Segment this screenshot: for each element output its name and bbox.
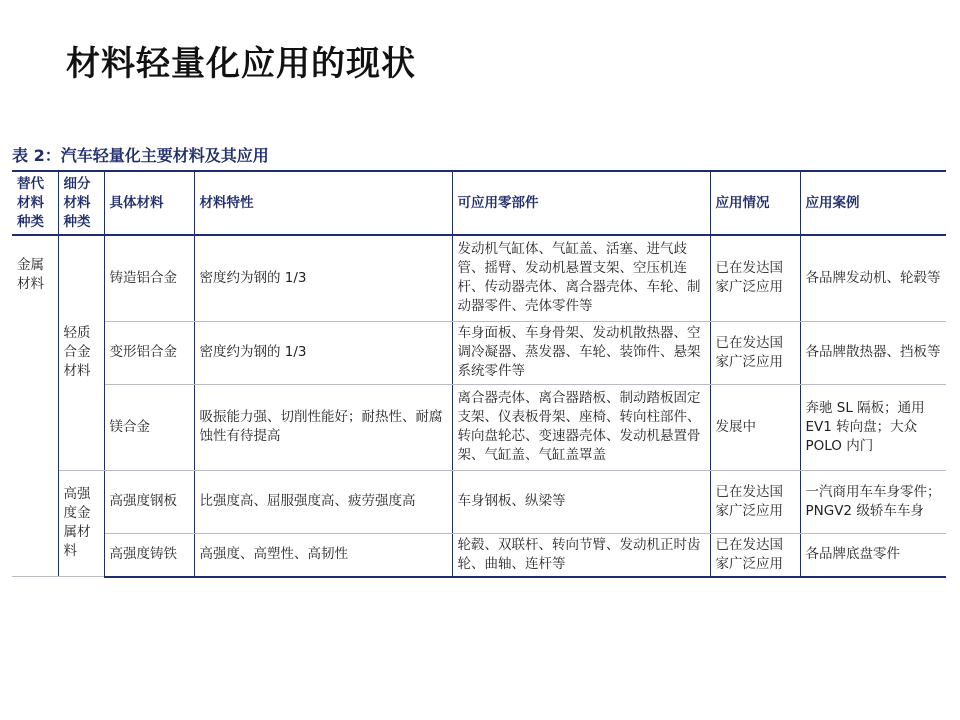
cases-cell: 各品牌发动机、轮毂等 xyxy=(800,235,946,321)
slide-title: 材料轻量化应用的现状 xyxy=(66,44,416,84)
cases-cell: 各品牌底盘零件 xyxy=(800,533,946,577)
header-cell: 材料特性 xyxy=(194,171,452,235)
table-row xyxy=(12,470,946,533)
status-cell: 已在发达国家广泛应用 xyxy=(710,321,800,384)
header-cell: 替代材料种类 xyxy=(12,171,58,235)
material-cell: 高强度钢板 xyxy=(104,470,194,533)
property-cell: 密度约为钢的 1/3 xyxy=(194,235,452,321)
materials-table xyxy=(12,170,946,578)
status-cell: 已在发达国家广泛应用 xyxy=(710,235,800,321)
header-cell: 应用案例 xyxy=(800,171,946,235)
parts-cell: 离合器壳体、离合器踏板、制动踏板固定支架、仪表板骨架、座椅、转向柱部件、转向盘轮芯、变速器壳体、发动机悬置骨架、气缸盖、气缸盖罩盖 xyxy=(452,384,710,470)
cases-cell: 奔驰 SL 隔板；通用 EV1 转向盘；大众 POLO 内门 xyxy=(800,384,946,470)
cases-cell: 一汽商用车车身零件；PNGV2 级轿车车身 xyxy=(800,470,946,533)
table-caption: 表 2：汽车轻量化主要材料及其应用 xyxy=(12,146,269,165)
parts-cell: 发动机气缸体、气缸盖、活塞、进气歧管、摇臂、发动机悬置支架、空压机连杆、传动器壳体、离合器壳体、车轮、制动器零件、壳体零件等 xyxy=(452,235,710,321)
cases-cell: 各品牌散热器、挡板等 xyxy=(800,321,946,384)
subgroup-cell: 轻质合金材料 xyxy=(58,235,104,470)
parts-cell: 车身面板、车身骨架、发动机散热器、空调冷凝器、蒸发器、车轮、装饰件、悬架系统零件等 xyxy=(452,321,710,384)
header-cell: 具体材料 xyxy=(104,171,194,235)
header-cell: 应用情况 xyxy=(710,171,800,235)
material-cell: 高强度铸铁 xyxy=(104,533,194,577)
table-row xyxy=(12,384,946,470)
material-cell: 变形铝合金 xyxy=(104,321,194,384)
header-cell: 可应用零部件 xyxy=(452,171,710,235)
table-header-row xyxy=(12,171,946,235)
status-cell: 已在发达国家广泛应用 xyxy=(710,533,800,577)
property-cell: 高强度、高塑性、高韧性 xyxy=(194,533,452,577)
material-cell: 铸造铝合金 xyxy=(104,235,194,321)
group-cell: 金属材料 xyxy=(12,235,58,577)
property-cell: 吸振能力强、切削性能好；耐热性、耐腐蚀性有待提高 xyxy=(194,384,452,470)
table-row xyxy=(12,533,946,577)
subgroup-cell: 高强度金属材料 xyxy=(58,470,104,577)
table-row xyxy=(12,235,946,321)
status-cell: 发展中 xyxy=(710,384,800,470)
header-cell: 细分材料种类 xyxy=(58,171,104,235)
table-row xyxy=(12,321,946,384)
property-cell: 比强度高、屈服强度高、疲劳强度高 xyxy=(194,470,452,533)
status-cell: 已在发达国家广泛应用 xyxy=(710,470,800,533)
property-cell: 密度约为钢的 1/3 xyxy=(194,321,452,384)
parts-cell: 轮毂、双联杆、转向节臂、发动机正时齿轮、曲轴、连杆等 xyxy=(452,533,710,577)
parts-cell: 车身钢板、纵梁等 xyxy=(452,470,710,533)
material-cell: 镁合金 xyxy=(104,384,194,470)
